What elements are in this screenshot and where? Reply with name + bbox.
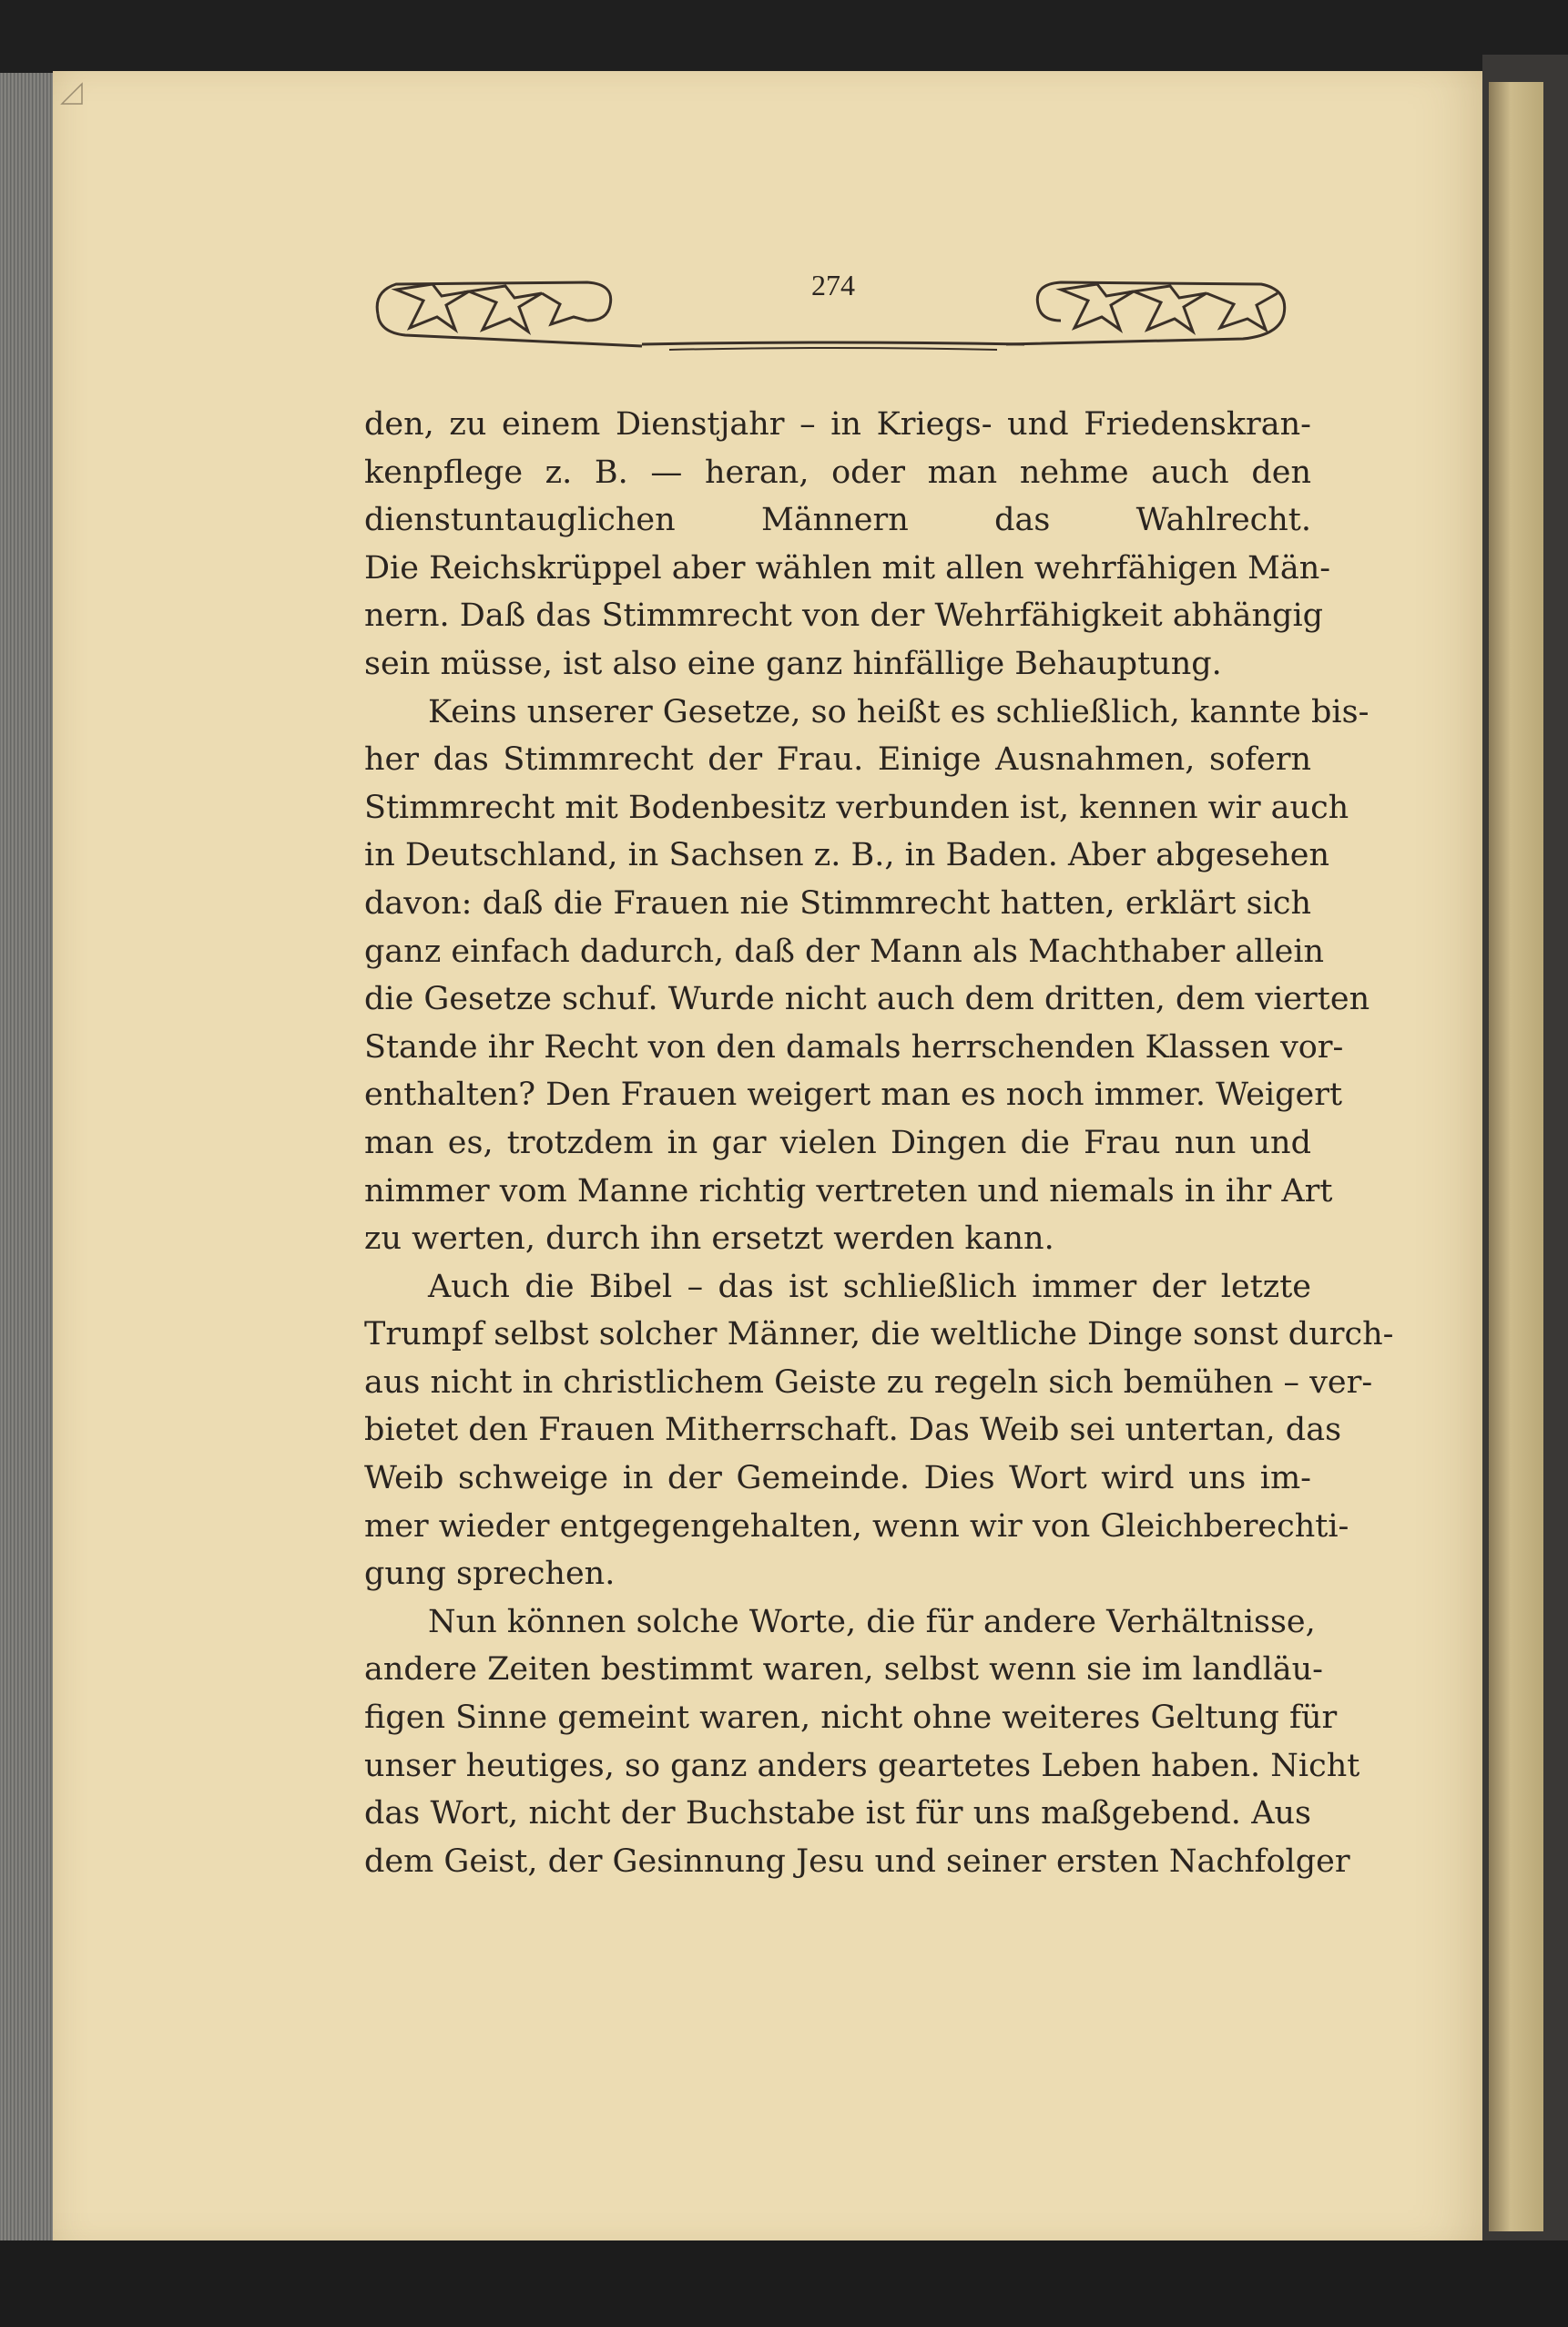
- text-line: enthalten? Den Frauen weigert man es noch immer. Weigert: [364, 1077, 1343, 1114]
- text-line: Weib schweige in der Gemeinde. Dies Wort wird uns im-: [364, 1460, 1311, 1497]
- text-line: zu werten, durch ihn ersetzt werden kann.: [364, 1220, 1054, 1258]
- text-line: die Gesetze schuf. Wurde nicht auch dem dritten, dem vierten: [364, 981, 1370, 1018]
- text-line: Nun können solche Worte, die für andere Verhältnisse,: [428, 1603, 1316, 1640]
- text-line: dienstuntauglichen Männern das Wahlrecht.: [364, 502, 1311, 539]
- text-line: das Wort, nicht der Buchstabe ist für uns maßgebend. Aus: [364, 1795, 1311, 1832]
- ivy-ornament-right-icon: [1006, 264, 1298, 364]
- book-page-edges: [0, 73, 53, 2240]
- scan-background-bottom: [0, 2240, 1568, 2327]
- text-line: dem Geist, der Gesinnung Jesu und seiner ersten Nachfolger: [364, 1842, 1350, 1880]
- text-line: Stande ihr Recht von den damals herrschenden Klassen vor-: [364, 1028, 1344, 1066]
- text-line: nern. Daß das Stimmrecht von der Wehrfähigkeit abhängig: [364, 597, 1324, 635]
- text-line: sein müsse, ist also eine ganz hinfällige Behauptung.: [364, 645, 1222, 682]
- header-rule: [642, 339, 1024, 357]
- text-line: mer wieder entgegengehalten, wenn wir von Gleichberechti-: [364, 1507, 1349, 1545]
- text-line: gung sprechen.: [364, 1556, 616, 1593]
- text-line: bietet den Frauen Mitherrschaft. Das Weib sei untertan, das: [364, 1412, 1342, 1449]
- text-line: unser heutiges, so ganz anders geartetes Leben haben. Nicht: [364, 1747, 1360, 1784]
- text-line: andere Zeiten bestimmt waren, selbst wenn sie im landläu-: [364, 1651, 1323, 1689]
- page-header: [369, 264, 1298, 364]
- body-text: [364, 401, 1394, 1885]
- page-number: 274: [811, 269, 855, 301]
- text-line: davon: daß die Frauen nie Stimmrecht hatten, erklärt sich: [364, 884, 1311, 922]
- text-line: aus nicht in christlichem Geiste zu regeln sich bemühen – ver-: [364, 1363, 1373, 1401]
- text-line: Stimmrecht mit Bodenbesitz verbunden ist, kennen wir auch: [364, 789, 1349, 826]
- text-line: Trumpf selbst solcher Männer, die weltliche Dinge sonst durch-: [364, 1316, 1394, 1353]
- scan-background-top: [0, 0, 1568, 73]
- text-line: Die Reichskrüppel aber wählen mit allen wehrfähigen Män-: [364, 549, 1331, 587]
- text-line: her das Stimmrecht der Frau. Einige Ausnahmen, sofern: [364, 741, 1311, 779]
- text-line: Keins unserer Gesetze, so heißt es schließlich, kannte bis-: [428, 693, 1369, 730]
- text-line: nimmer vom Manne richtig vertreten und niemals in ihr Art: [364, 1172, 1333, 1209]
- text-line: ganz einfach dadurch, daß der Mann als Machthaber allein: [364, 933, 1325, 970]
- text-line: den, zu einem Dienstjahr – in Kriegs- und Friedenskran-: [364, 406, 1311, 443]
- text-line: kenpflege z. B. — heran, oder man nehme auch den: [364, 454, 1311, 491]
- text-line: Auch die Bibel – das ist schließlich immer der letzte: [428, 1268, 1311, 1305]
- text-line: man es, trotzdem in gar vielen Dingen die Frau nun und: [364, 1124, 1311, 1161]
- text-line: in Deutschland, in Sachsen z. B., in Baden. Aber abgesehen: [364, 837, 1330, 874]
- facing-page-edge: [1489, 82, 1543, 2231]
- corner-triangle-icon: [60, 82, 84, 106]
- text-line: figen Sinne gemeint waren, nicht ohne weiteres Geltung für: [364, 1699, 1338, 1737]
